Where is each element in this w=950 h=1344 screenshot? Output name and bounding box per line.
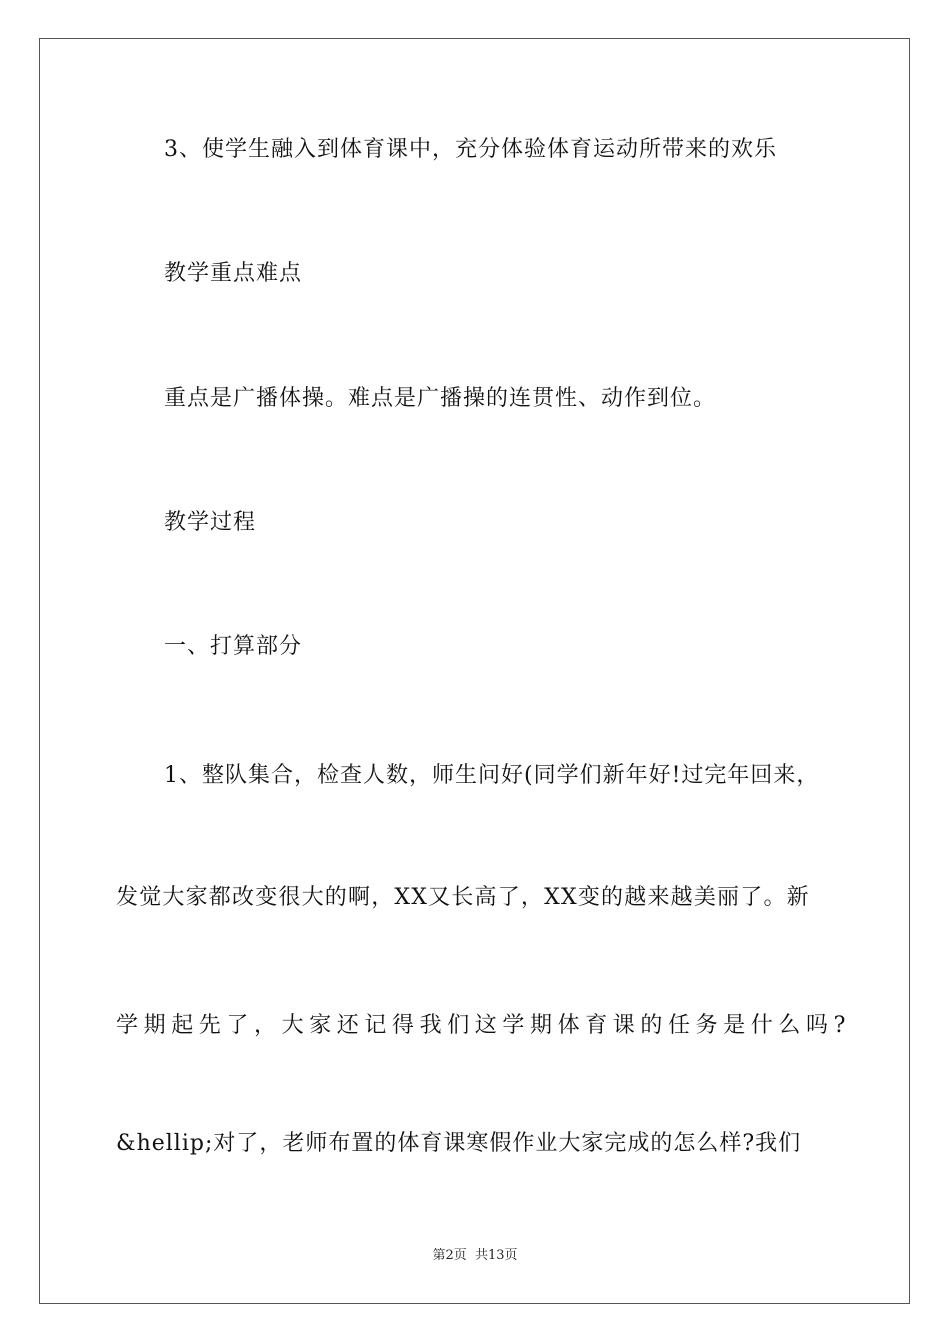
paragraph-step-1-line-3: 学期起先了，大家还记得我们这学期体育课的任务是什么吗? — [116, 1013, 851, 1038]
paragraph-objective-3: 3、使学生融入到体育课中，充分体验体育运动所带来的欢乐 — [164, 137, 777, 162]
page-footer — [0, 1248, 950, 1264]
page-number: 第2页 — [432, 1248, 467, 1263]
heading-teaching-process: 教学过程 — [164, 510, 257, 535]
page-total: 共13页 — [474, 1248, 518, 1263]
paragraph-step-1-line-2: 发觉大家都改变很大的啊，XX又长高了，XX变的越来越美丽了。新 — [116, 885, 810, 910]
paragraph-step-1-line-1: 1、整队集合，检查人数，师生问好(同学们新年好!过完年回来， — [164, 763, 820, 788]
heading-preparation-section: 一、打算部分 — [164, 634, 303, 659]
page-border — [39, 38, 910, 1304]
heading-key-difficulties: 教学重点难点 — [164, 261, 303, 286]
paragraph-step-1-line-4: &hellip;对了，老师布置的体育课寒假作业大家完成的怎么样?我们 — [116, 1131, 802, 1156]
paragraph-key-points: 重点是广播体操。难点是广播操的连贯性、动作到位。 — [164, 386, 717, 411]
